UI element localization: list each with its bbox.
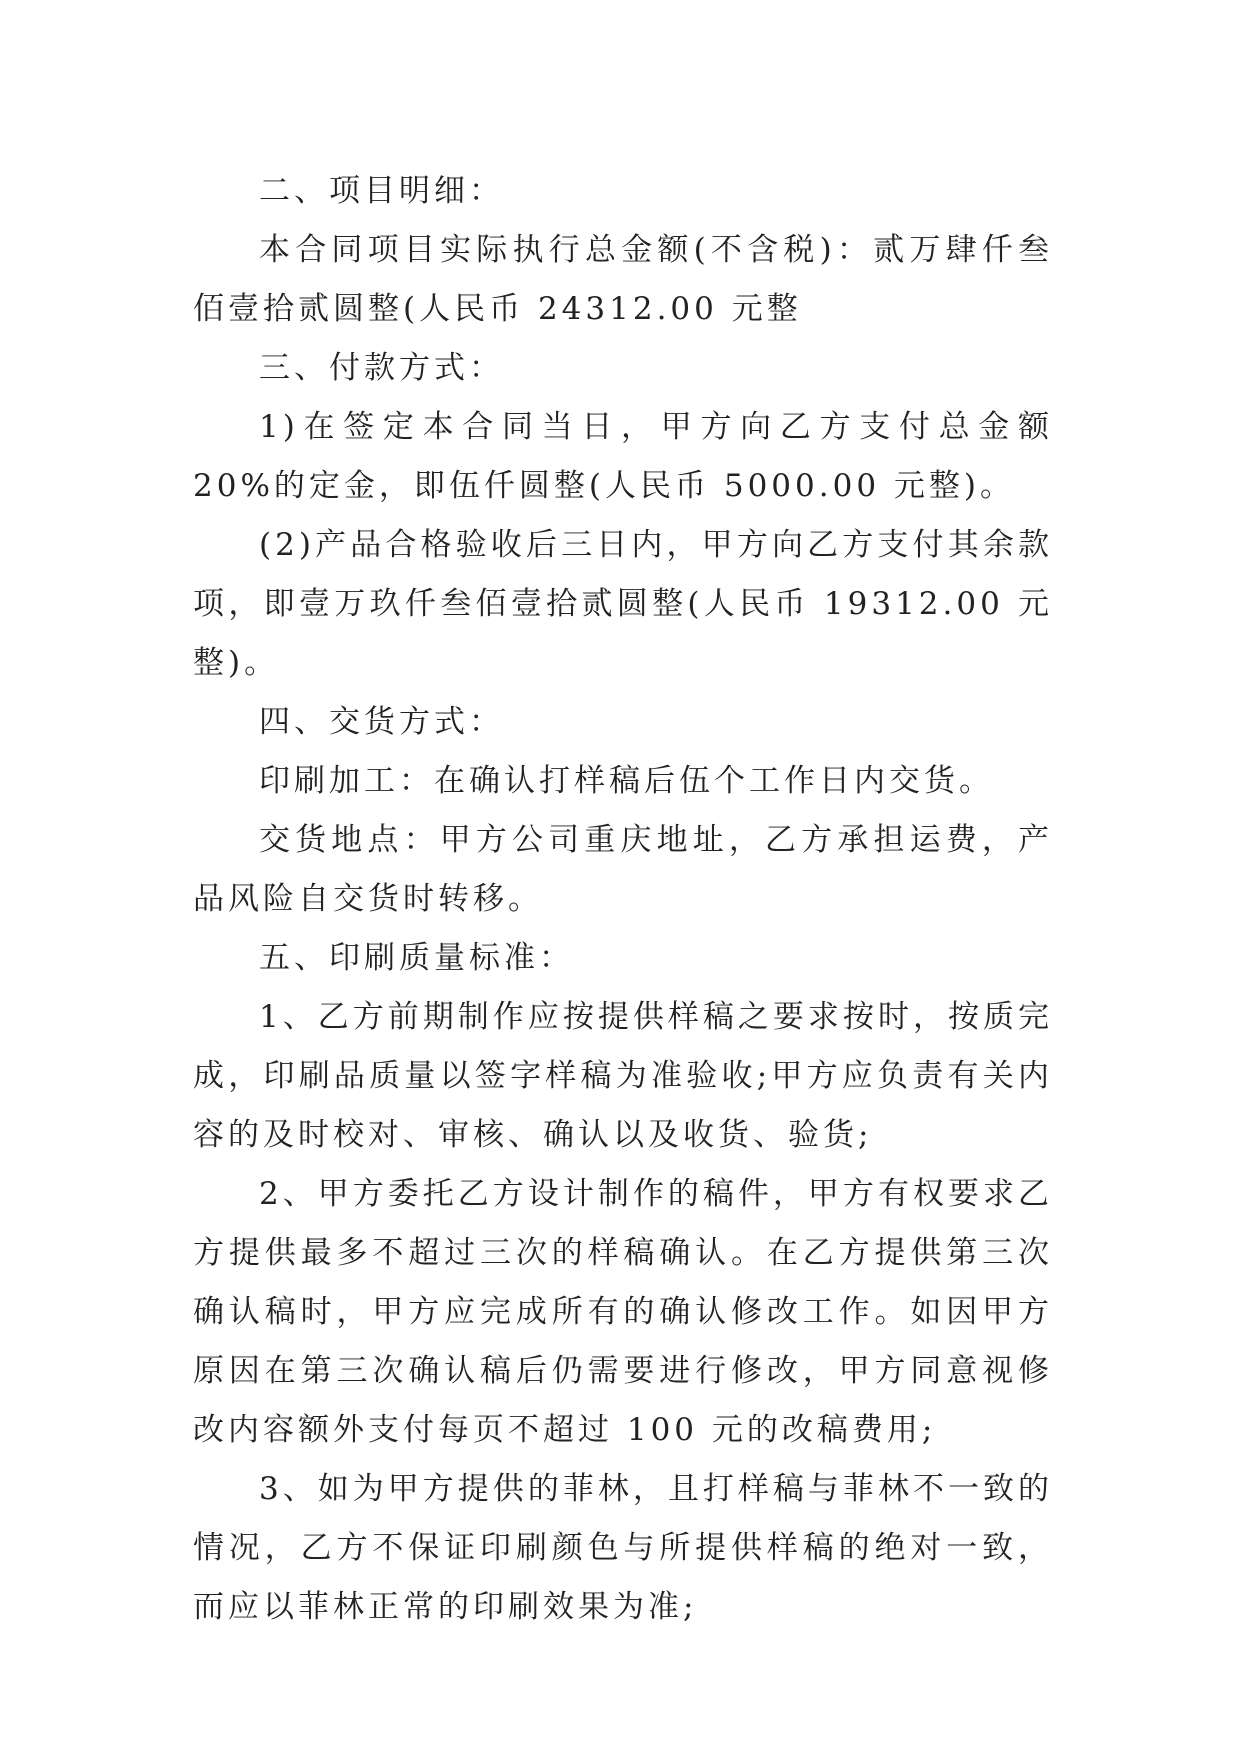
- section-heading-project-details: 二、项目明细：: [259, 173, 504, 209]
- paragraph-delivery-time: 印刷加工：在确认打样稿后伍个工作日内交货。: [259, 763, 994, 799]
- paragraph-quality-clause-1: 1、乙方前期制作应按提供样稿之要求按时，按质完成，印刷品质量以签字样稿为准验收;甲方应负责有关内容的及时校对、审核、确认以及收货、验货;: [193, 999, 1053, 1153]
- section-heading-print-quality: 五、印刷质量标准：: [259, 940, 574, 976]
- document-body: [193, 162, 1053, 1637]
- section-heading-payment-method: 三、付款方式：: [259, 350, 504, 386]
- paragraph-quality-clause-3: 3、如为甲方提供的菲林，且打样稿与菲林不一致的情况，乙方不保证印刷颜色与所提供样稿的绝对一致，而应以菲林正常的印刷效果为准;: [193, 1471, 1053, 1625]
- paragraph-delivery-location: 交货地点：甲方公司重庆地址，乙方承担运费，产品风险自交货时转移。: [193, 822, 1053, 917]
- paragraph-quality-clause-2: 2、甲方委托乙方设计制作的稿件，甲方有权要求乙方提供最多不超过三次的样稿确认。在乙方提供第三次确认稿时，甲方应完成所有的确认修改工作。如因甲方原因在第三次确认稿后仍需要进行修改，甲方同意视修改内容额外支付每页不超过 100 元的改稿费用;: [193, 1176, 1053, 1448]
- section-heading-delivery-method: 四、交货方式：: [259, 704, 504, 740]
- paragraph-payment-deposit: 1)在签定本合同当日，甲方向乙方支付总金额 20%的定金，即伍仟圆整(人民币 5000.00 元整)。: [193, 409, 1053, 504]
- paragraph-total-amount: 本合同项目实际执行总金额(不含税)：贰万肆仟叁佰壹拾贰圆整(人民币 24312.00 元整: [193, 232, 1053, 327]
- paragraph-payment-balance: (2)产品合格验收后三日内，甲方向乙方支付其余款项，即壹万玖仟叁佰壹拾贰圆整(人民币 19312.00 元整)。: [193, 527, 1053, 681]
